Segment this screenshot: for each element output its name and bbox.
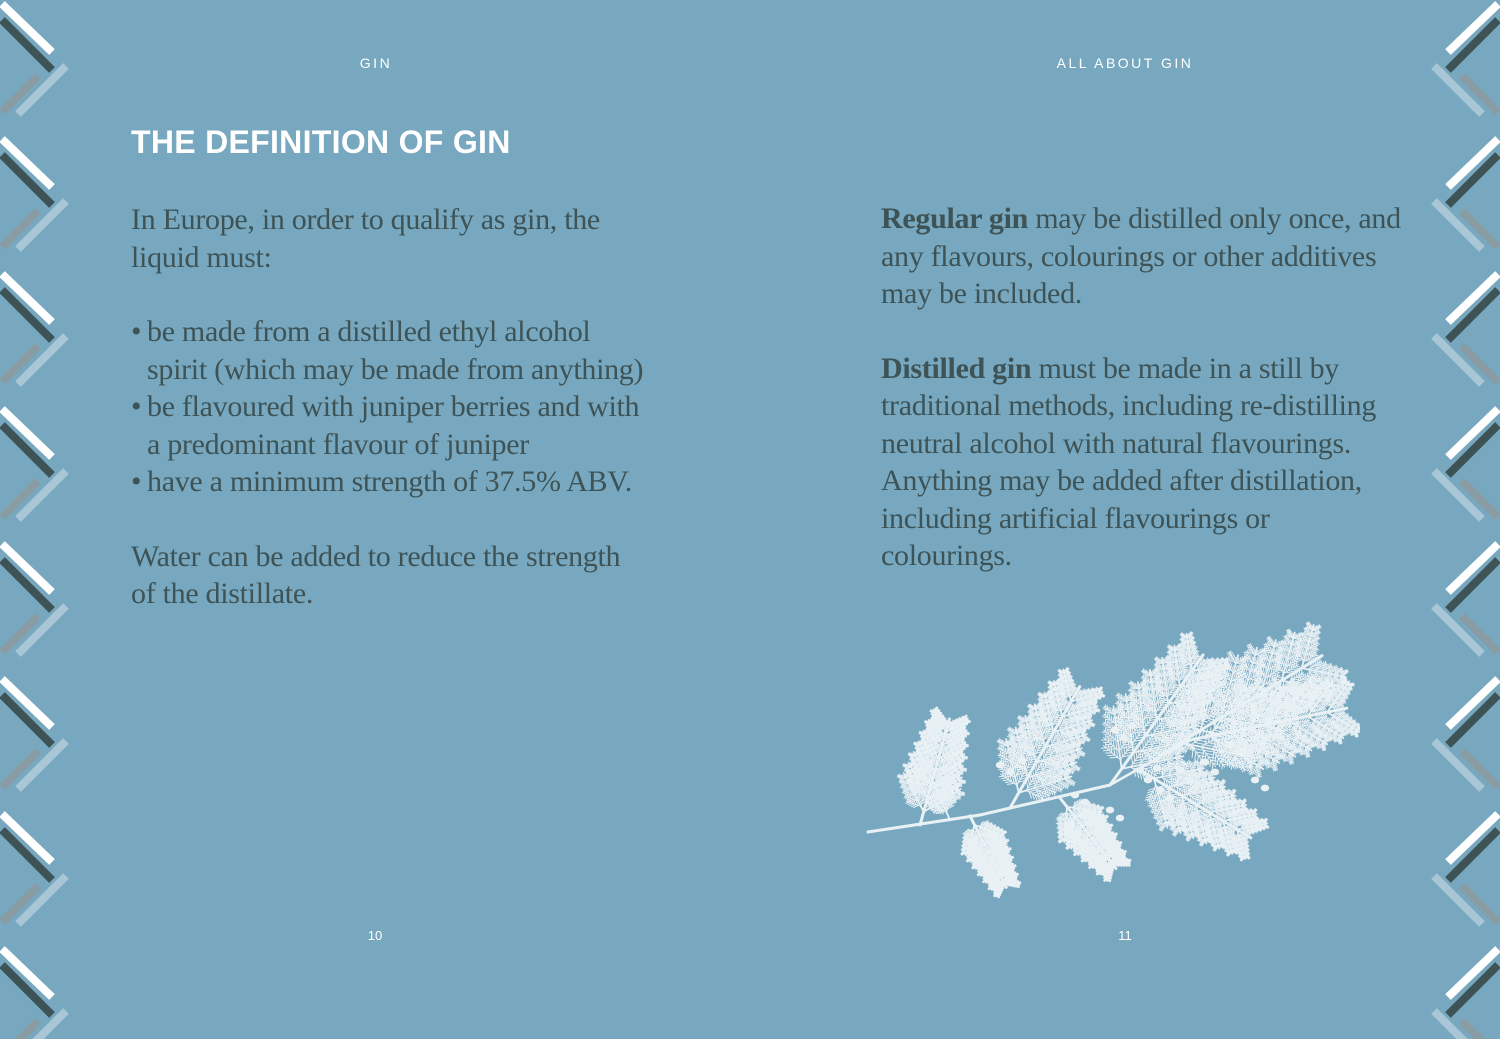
sprig-stroke <box>975 852 977 853</box>
sprig-stroke <box>977 848 980 849</box>
sprig-stroke <box>1034 728 1039 729</box>
sprig-stroke <box>1011 757 1015 758</box>
sprig-stroke <box>1011 728 1012 731</box>
sprig-stroke <box>1035 748 1036 754</box>
sprig-stroke <box>1013 746 1017 747</box>
sprig-stroke <box>1058 787 1062 788</box>
sprig-stroke <box>1033 742 1034 747</box>
sprig-stroke <box>1030 705 1031 707</box>
sprig-stroke <box>1052 736 1053 741</box>
sprig-stroke <box>1024 735 1028 736</box>
sprig-stroke <box>868 815 980 832</box>
sprig-stroke <box>980 830 981 833</box>
sprig-stroke <box>1015 769 1016 775</box>
sprig-stroke <box>1069 781 1072 782</box>
sprig-stroke <box>1034 738 1039 739</box>
sprig-stroke <box>910 804 914 806</box>
sprig-stroke <box>984 838 985 841</box>
right-column-text <box>881 200 1401 575</box>
sprig-stroke <box>1043 718 1047 719</box>
sprig-stroke <box>1022 745 1026 746</box>
sprig-stroke <box>1013 741 1017 742</box>
sprig-stroke <box>906 802 909 803</box>
sprig-stroke <box>1030 715 1031 718</box>
sprig-stroke <box>965 839 968 840</box>
sprig-stroke <box>1026 781 1028 788</box>
sprig-stroke <box>1017 776 1019 783</box>
sprig-stroke <box>989 848 990 851</box>
sprig-stroke <box>963 841 965 842</box>
sprig-stroke <box>1001 874 1002 876</box>
list-item <box>131 313 651 388</box>
sprig-stroke <box>1004 839 1006 840</box>
sprig-stroke <box>968 734 969 735</box>
sprig-stroke <box>1012 759 1017 760</box>
sprig-stroke <box>1000 744 1003 745</box>
sprig-stroke <box>1030 730 1034 731</box>
sprig-stroke <box>1003 780 1008 781</box>
sprig-stroke <box>1041 712 1044 713</box>
regular-gin-paragraph <box>881 200 1401 313</box>
running-head-left: GIN <box>359 55 393 71</box>
sprig-stroke <box>1043 709 1047 710</box>
intro-paragraph: In Europe, in order to qualify as gin, the liquid must: <box>131 203 600 274</box>
sprig-stroke <box>977 850 980 851</box>
left-column-text <box>131 201 651 613</box>
sprig-stroke <box>1002 830 1004 831</box>
sprig-stroke <box>1001 758 1005 759</box>
sprig-stroke <box>998 867 999 869</box>
sprig-stroke <box>1055 733 1056 737</box>
sprig-stroke <box>1033 716 1037 717</box>
sprig-stroke <box>1038 763 1039 768</box>
sprig-stroke <box>1042 717 1046 718</box>
sprig-stroke <box>988 864 991 865</box>
sprig-stroke <box>999 769 1003 770</box>
sprig-stroke <box>994 858 995 860</box>
juniper-sprig-illustration <box>860 620 1360 910</box>
sprig-stroke <box>1021 743 1025 744</box>
sprig-stroke <box>975 849 977 850</box>
sprig-stroke <box>999 776 1003 777</box>
sprig-stroke <box>969 848 971 849</box>
sprig-stroke <box>992 873 994 874</box>
sprig-stroke <box>1073 740 1077 741</box>
sprig-stroke <box>1032 731 1033 734</box>
sprig-stroke <box>1064 784 1067 785</box>
sprig-stroke <box>964 844 966 845</box>
sprig-stroke <box>1006 782 1012 783</box>
sprig-stroke <box>980 860 982 861</box>
sprig-stroke <box>1039 789 1045 791</box>
sprig-stroke <box>976 848 979 849</box>
sprig-stroke <box>1012 752 1016 753</box>
sprig-stroke <box>937 707 938 708</box>
sprig-stroke <box>963 838 965 839</box>
sprig-stroke <box>966 835 969 836</box>
sprig-stroke <box>1008 783 1015 784</box>
sprig-stroke <box>1054 734 1055 738</box>
sprig-stroke <box>965 847 968 848</box>
rule-text: be made from a distilled ethyl alcohol spirit (which may be made from anything) <box>147 315 644 386</box>
sprig-stroke <box>1009 727 1010 729</box>
sprig-stroke <box>1033 722 1037 723</box>
sprig-stroke <box>983 855 986 856</box>
sprig-stroke <box>981 857 983 858</box>
sprig-stroke <box>965 831 968 832</box>
sprig-stroke <box>1026 762 1028 768</box>
sprig-stroke <box>1002 746 1006 747</box>
sprig-stroke <box>1033 711 1034 714</box>
rule-text: be flavoured with juniper berries and with a predominant flavour of juniper <box>147 390 640 461</box>
sprig-stroke <box>1021 750 1025 751</box>
sprig-stroke <box>1042 703 1045 704</box>
sprig-stroke <box>1022 722 1026 723</box>
sprig-stroke <box>1033 737 1037 738</box>
sprig-stroke <box>939 710 940 711</box>
sprig-stroke <box>1060 733 1061 737</box>
sprig-stroke <box>1010 738 1014 739</box>
sprig-stroke <box>1040 702 1041 704</box>
sprig-stroke <box>941 713 942 714</box>
distilled-gin-paragraph <box>881 350 1401 575</box>
sprig-stroke <box>964 847 966 848</box>
sprig-stroke <box>970 851 973 852</box>
sprig-stroke <box>986 868 988 869</box>
sprig-stroke <box>999 739 1000 742</box>
sprig-stroke <box>1020 721 1021 724</box>
sprig-stroke <box>1036 706 1037 709</box>
sprig-stroke <box>1012 740 1016 741</box>
sprig-stroke <box>1053 772 1058 774</box>
sprig-stroke <box>1020 737 1024 738</box>
sprig-stroke <box>1010 849 1011 850</box>
sprig-stroke <box>976 851 979 852</box>
rule-text: have a minimum strength of 37.5% ABV. <box>147 465 632 498</box>
bullet-icon: • <box>131 390 142 423</box>
sprig-stroke <box>1056 786 1060 787</box>
sprig-stroke <box>1052 713 1053 717</box>
sprig-stroke <box>1045 725 1050 726</box>
sprig-stroke <box>1010 740 1011 743</box>
sprig-stroke <box>1031 725 1035 726</box>
sprig-stroke <box>1042 699 1043 702</box>
sprig-stroke <box>1034 706 1035 709</box>
sprig-stroke <box>1005 832 1007 833</box>
sprig-stroke <box>1010 733 1011 736</box>
left-stripe-border <box>0 0 70 1039</box>
sprig-stroke <box>963 845 965 846</box>
sprig-stroke <box>963 834 966 835</box>
regular-gin-term: Regular gin <box>881 202 1028 235</box>
sprig-stroke <box>1029 734 1032 735</box>
sprig-stroke <box>966 715 967 716</box>
sprig-stroke <box>1003 753 1008 754</box>
sprig-stroke <box>1020 727 1021 730</box>
sprig-stroke <box>972 839 975 840</box>
sprig-stroke <box>1007 776 1013 777</box>
sprig-stroke <box>978 847 981 848</box>
sprig-stroke <box>1028 779 1029 785</box>
sprig-stroke <box>982 856 985 857</box>
sprig-stroke <box>993 857 994 860</box>
sprig-stroke <box>1002 752 1006 753</box>
sprig-stroke <box>1003 759 1008 760</box>
sprig-stroke <box>1022 717 1023 720</box>
sprig-stroke <box>1001 778 1006 779</box>
sprig-stroke <box>1032 731 1036 732</box>
running-head-right: ALL ABOUT GIN <box>1056 55 1194 71</box>
sprig-stroke <box>969 845 971 846</box>
sprig-stroke <box>966 838 969 839</box>
rules-list <box>131 313 651 501</box>
sprig-stroke <box>1021 732 1025 733</box>
sprig-stroke <box>1036 765 1037 771</box>
sprig-stroke <box>1009 756 1013 757</box>
sprig-stroke <box>1001 771 1006 772</box>
sprig-stroke <box>1046 787 1051 789</box>
sprig-stroke <box>968 842 970 843</box>
sprig-stroke <box>908 803 912 805</box>
list-item <box>131 463 651 501</box>
sprig-stroke <box>931 710 932 711</box>
sprig-stroke <box>906 798 909 799</box>
sprig-stroke <box>1019 716 1020 718</box>
sprig-stroke <box>969 722 970 723</box>
sprig-stroke <box>1044 699 1045 702</box>
sprig-stroke <box>1001 837 1003 838</box>
sprig-stroke <box>1023 723 1024 726</box>
sprig-stroke <box>970 847 973 848</box>
sprig-stroke <box>1000 745 1001 748</box>
sprig-stroke <box>1019 742 1022 743</box>
sprig-stroke <box>1035 767 1036 773</box>
stripe <box>2 1021 38 1039</box>
sprig-stroke <box>1022 739 1026 740</box>
sprig-stroke <box>1001 745 1005 746</box>
sprig-stroke <box>965 842 968 843</box>
sprig-stroke <box>999 750 1002 751</box>
sprig-stroke <box>925 721 926 722</box>
sprig-stroke <box>1010 856 1011 857</box>
sprig-stroke <box>1044 714 1048 715</box>
sprig-stroke <box>1011 745 1015 746</box>
sprig-stroke <box>1008 749 1011 750</box>
sprig-stroke <box>1067 780 1071 781</box>
sprig-stroke <box>968 855 970 856</box>
sprig-stroke <box>1029 704 1030 706</box>
sprig-stroke <box>967 834 971 835</box>
closing-paragraph: Water can be added to reduce the strength of the distillate. <box>131 539 621 610</box>
sprig-stroke <box>970 844 973 845</box>
sprig-stroke <box>1060 782 1064 783</box>
sprig-stroke <box>1052 747 1053 751</box>
sprig-stroke <box>1042 723 1046 724</box>
distilled-gin-text: must be made in a still by traditional methods, including re-distilling neutral alcohol with natural flavourings. Anything may be added after distillation, including artificial flavourings or colourings. <box>881 351 1377 572</box>
sprig-stroke <box>1074 754 1077 755</box>
sprig-stroke <box>976 855 979 856</box>
sprig-stroke <box>1033 706 1034 709</box>
sprig-stroke <box>1021 716 1022 719</box>
sprig-stroke <box>1008 840 1009 841</box>
sprig-stroke <box>1026 753 1027 758</box>
bullet-icon: • <box>131 315 142 348</box>
sprig-stroke <box>1041 740 1042 744</box>
sprig-stroke <box>1019 748 1023 749</box>
sprig-stroke <box>968 829 972 830</box>
stripe <box>1462 1021 1498 1039</box>
sprig-stroke <box>1000 757 1004 758</box>
list-item <box>131 388 651 463</box>
sprig-stroke <box>981 863 983 864</box>
regular-gin-text: may be distilled only once, and any flavours, colourings or other additives may be included. <box>881 202 1401 310</box>
sprig-stroke <box>1042 708 1046 709</box>
sprig-stroke <box>975 856 977 857</box>
sprig-stroke <box>920 731 921 732</box>
sprig-stroke <box>1033 726 1037 727</box>
right-stripe-border <box>1430 0 1500 1039</box>
sprig-stroke <box>1007 847 1008 848</box>
sprig-stroke <box>971 840 974 841</box>
sprig-stroke <box>1078 739 1081 740</box>
sprig-stroke <box>1051 738 1052 743</box>
sprig-stroke <box>1011 733 1015 734</box>
sprig-stroke <box>968 849 970 850</box>
sprig-stroke <box>1009 762 1013 763</box>
sprig-stroke <box>980 858 982 859</box>
sprig-stroke <box>965 843 968 844</box>
sprig-stroke <box>1031 735 1035 736</box>
sprig-stroke <box>1043 752 1044 758</box>
sprig-stroke <box>1046 749 1047 754</box>
sprig-stroke <box>1053 784 1058 785</box>
sprig-stroke <box>998 828 1000 829</box>
sprig-stroke <box>981 859 984 860</box>
sprig-stroke <box>1044 750 1045 755</box>
sprig-stroke <box>1032 705 1033 708</box>
sprig-stroke <box>1000 751 1004 752</box>
sprig-stroke <box>1039 710 1040 713</box>
sprig-stroke <box>1033 716 1034 719</box>
sprig-stroke <box>964 837 967 838</box>
sprig-stroke <box>1073 765 1076 766</box>
sprig-stroke <box>1010 744 1014 745</box>
sprig-stroke <box>969 841 972 842</box>
sprig-stroke <box>1072 753 1076 754</box>
sprig-stroke <box>971 843 974 844</box>
sprig-stroke <box>1023 740 1027 741</box>
sprig-stroke <box>1051 708 1052 712</box>
sprig-stroke <box>1062 783 1066 784</box>
sprig-stroke <box>964 833 967 834</box>
sprig-stroke <box>987 865 990 866</box>
sprig-stroke <box>1041 721 1045 722</box>
sprig-stroke <box>1022 727 1026 728</box>
sprig-stroke <box>967 724 968 725</box>
page-title: THE DEFINITION OF GIN <box>131 124 511 160</box>
sprig-stroke <box>1044 734 1045 739</box>
sprig-stroke <box>1001 739 1002 742</box>
sprig-stroke <box>1023 728 1027 729</box>
sprig-stroke <box>1032 721 1036 722</box>
sprig-stroke <box>972 842 975 843</box>
sprig-stroke <box>1023 718 1024 721</box>
sprig-stroke <box>973 854 975 855</box>
sprig-stroke <box>1010 751 1014 752</box>
sprig-stroke <box>1031 715 1034 716</box>
sprig-stroke <box>1012 734 1016 735</box>
sprig-stroke <box>967 830 970 831</box>
sprig-stroke <box>971 846 974 847</box>
sprig-stroke <box>1044 724 1049 725</box>
page-number-left: 10 <box>367 928 383 943</box>
sprig-stroke <box>914 742 915 743</box>
bullet-icon: • <box>131 465 142 498</box>
sprig-stroke <box>965 836 968 837</box>
sprig-stroke <box>1030 709 1031 711</box>
sprig-stroke <box>1043 713 1047 714</box>
sprig-stroke <box>1054 791 1058 792</box>
sprig-stroke <box>964 840 967 841</box>
distilled-gin-term: Distilled gin <box>881 351 1032 385</box>
sprig-stroke <box>1043 726 1044 731</box>
sprig-stroke <box>974 853 976 854</box>
sprig-stroke <box>1022 734 1026 735</box>
